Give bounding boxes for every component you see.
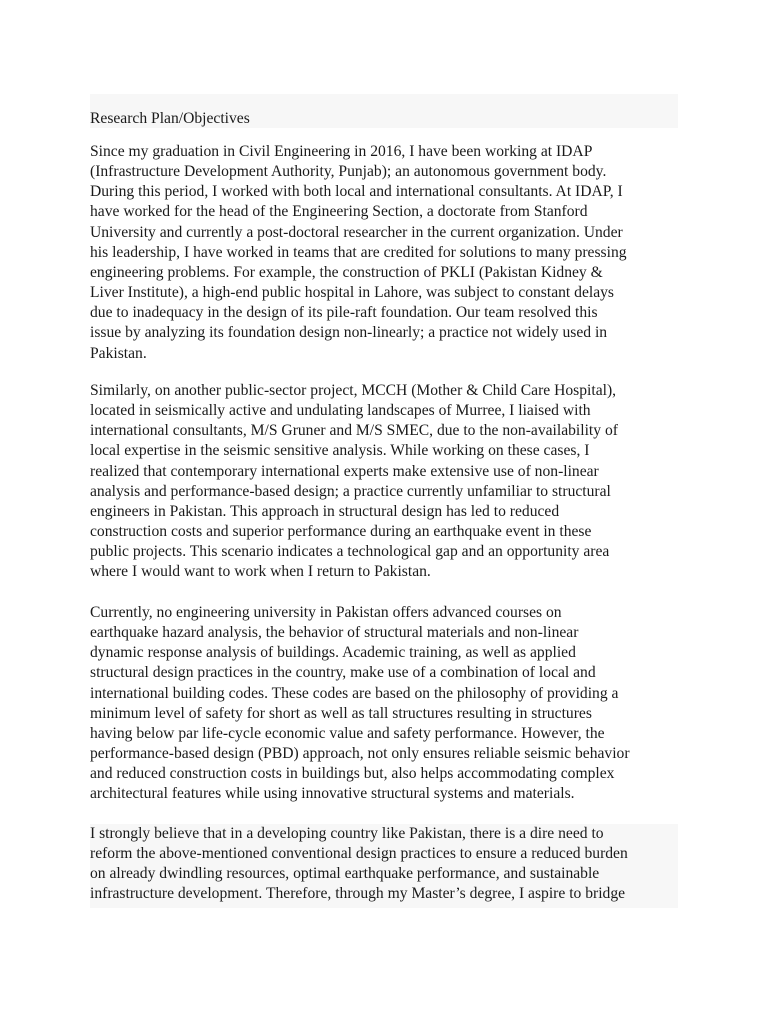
text-line: Since my graduation in Civil Engineering in 2016, I have been working at IDAP <box>90 143 593 160</box>
text-line: University and currently a post-doctoral researcher in the current organization. Under <box>90 223 623 241</box>
paragraph-1 <box>90 142 678 364</box>
paragraph-4 <box>90 824 678 908</box>
text-line: Similarly, on another public-sector project, MCCH (Mother & Child Care Hospital), <box>90 382 617 399</box>
text-line: have worked for the head of the Engineering Section, a doctorate from Stanford <box>90 203 588 221</box>
text-line: Liver Institute), a high-end public hospital in Lahore, was subject to constant delays <box>90 284 614 302</box>
text-line: where I would want to work when I return to Pakistan. <box>90 563 431 581</box>
text-line: issue by analyzing its foundation design non-linearly; a practice not widely used in <box>90 324 608 342</box>
text-line: public projects. This scenario indicates a technological gap and an opportunity area <box>90 543 610 561</box>
text-line: analysis and performance-based design; a practice currently unfamiliar to structural <box>90 482 611 500</box>
text-line: having below par life-cycle economic value and safety performance. However, the <box>90 724 605 742</box>
text-line: located in seismically active and undulating landscapes of Murree, I liaised with <box>90 402 591 420</box>
text-line: due to inadequacy in the design of its pile-raft foundation. Our team resolved this <box>90 304 598 322</box>
text-line: his leadership, I have worked in teams that are credited for solutions to many pressing <box>90 243 627 261</box>
paragraph-3 <box>90 603 678 805</box>
text-line: I strongly believe that in a developing country like Pakistan, there is a dire need to <box>90 825 604 842</box>
text-line: international consultants, M/S Gruner and M/S SMEC, due to the non-availability of <box>90 422 618 440</box>
text-line: on already dwindling resources, optimal earthquake performance, and sustainable <box>90 865 600 883</box>
text-line: and reduced construction costs in buildings but, also helps accommodating complex <box>90 765 615 783</box>
text-line: Pakistan. <box>90 344 147 362</box>
text-line: Currently, no engineering university in Pakistan offers advanced courses on <box>90 604 562 621</box>
text-line: performance-based design (PBD) approach, not only ensures reliable seismic behavior <box>90 745 630 763</box>
text-line: engineers in Pakistan. This approach in structural design has led to reduced <box>90 502 560 520</box>
document-heading: Research Plan/Objectives <box>90 110 250 127</box>
text-line: realized that contemporary international experts make extensive use of non-linear <box>90 462 599 480</box>
text-line: reform the above-mentioned conventional design practices to ensure a reduced burden <box>90 845 628 863</box>
text-line: local expertise in the seismic sensitive analysis. While working on these cases, I <box>90 442 590 460</box>
text-line: construction costs and superior performance during an earthquake event in these <box>90 523 592 541</box>
text-line: (Infrastructure Development Authority, Punjab); an autonomous government body. <box>90 163 607 181</box>
text-line: engineering problems. For example, the construction of PKLI (Pakistan Kidney & <box>90 263 603 281</box>
text-line: During this period, I worked with both local and international consultants. At IDAP, I <box>90 183 623 201</box>
text-line: minimum level of safety for short as well as tall structures resulting in structures <box>90 704 592 722</box>
text-line: architectural features while using innovative structural systems and materials. <box>90 785 575 803</box>
paragraph-2 <box>90 381 678 583</box>
text-line: international building codes. These codes are based on the philosophy of providing a <box>90 684 619 702</box>
text-line: dynamic response analysis of buildings. Academic training, as well as applied <box>90 644 576 662</box>
text-line: infrastructure development. Therefore, through my Master’s degree, I aspire to bridge <box>90 885 626 903</box>
text-line: structural design practices in the country, make use of a combination of local and <box>90 664 596 682</box>
text-line: earthquake hazard analysis, the behavior of structural materials and non-linear <box>90 624 579 642</box>
